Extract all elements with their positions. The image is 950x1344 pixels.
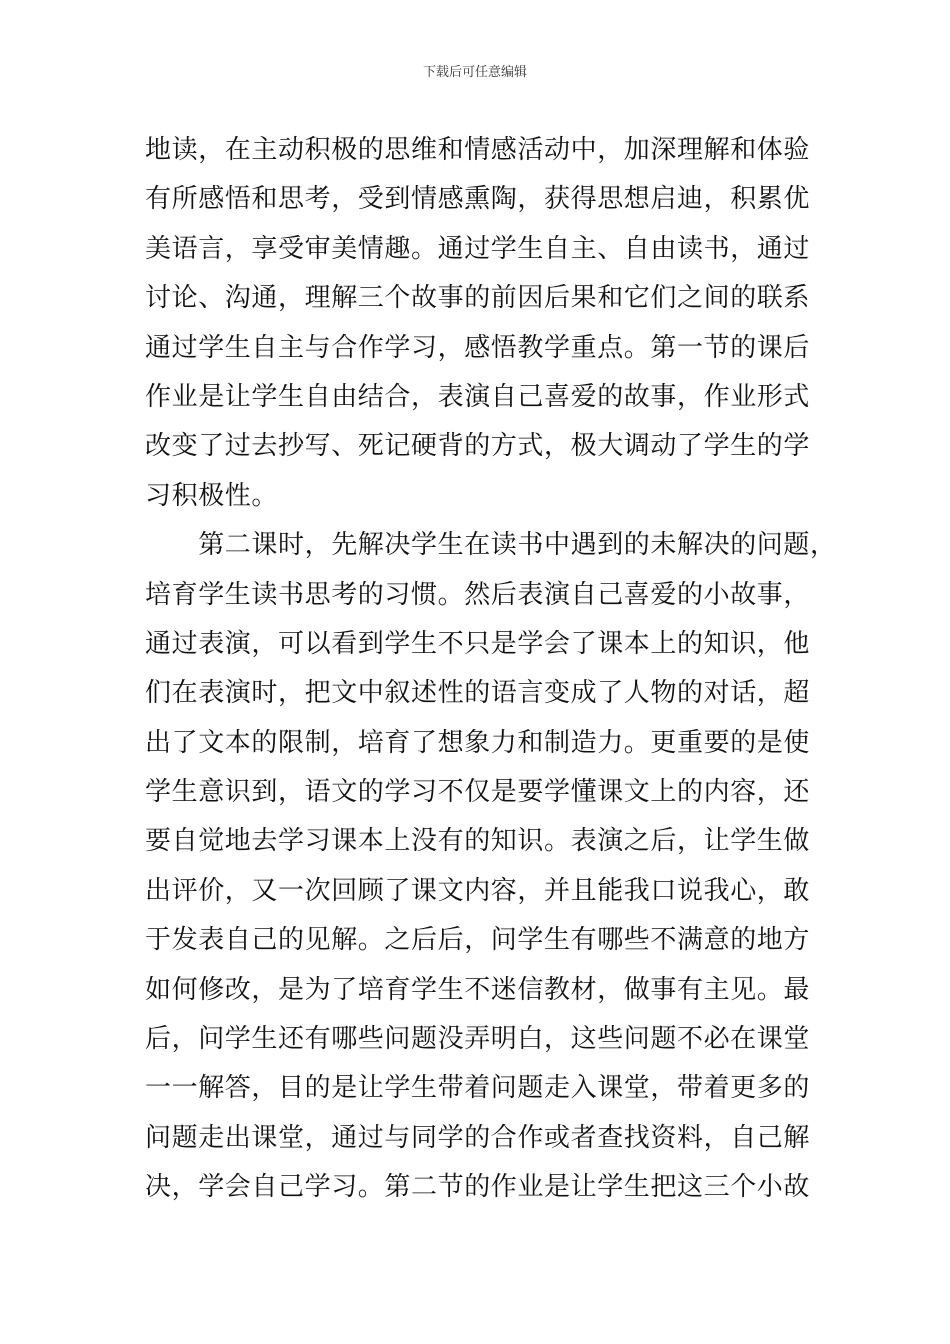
text-line: 学生意识到，语文的学习不仅是要学懂课文上的内容，还 bbox=[145, 777, 811, 808]
text-line: 改变了过去抄写、死记硬背的方式，极大调动了学生的学 bbox=[145, 431, 811, 462]
text-line: 一一解答，目的是让学生带着问题走入课堂，带着更多的 bbox=[145, 1073, 811, 1104]
text-line: 出评价，又一次回顾了课文内容，并且能我口说我心，敢 bbox=[145, 875, 811, 906]
text-line: 问题走出课堂，通过与同学的合作或者查找资料，自己解 bbox=[145, 1122, 811, 1153]
page-header: 下载后可任意编辑 bbox=[422, 65, 527, 80]
text-line: 地读，在主动积极的思维和情感活动中，加深理解和体验 bbox=[145, 135, 811, 165]
text-line: 们在表演时，把文中叙述性的语言变成了人物的对话，超 bbox=[145, 678, 811, 709]
text-line: 讨论、沟通，理解三个故事的前因后果和它们之间的联系 bbox=[145, 283, 811, 314]
text-line: 习积极性。 bbox=[145, 480, 279, 511]
paragraph-2 bbox=[145, 521, 837, 1212]
text-line: 如何修改，是为了培育学生不迷信教材，做事有主见。最 bbox=[145, 974, 811, 1005]
text-line: 要自觉地去学习课本上没有的知识。表演之后，让学生做 bbox=[145, 826, 811, 857]
text-line: 决，学会自己学习。第二节的作业是让学生把这三个小故 bbox=[145, 1172, 811, 1203]
paragraph-1 bbox=[145, 126, 815, 521]
text-line: 美语言，享受审美情趣。通过学生自主、自由读书，通过 bbox=[145, 233, 811, 264]
text-line: 后，问学生还有哪些问题没弄明白，这些问题不必在课堂 bbox=[145, 1024, 811, 1055]
text-line: 出了文本的限制，培育了想象力和制造力。更重要的是使 bbox=[145, 727, 811, 758]
text-line: 于发表自己的见解。之后后，问学生有哪些不满意的地方 bbox=[145, 925, 811, 956]
text-line: 有所感悟和思考，受到情感熏陶，获得思想启迪，积累优 bbox=[145, 184, 811, 215]
text-line: 作业是让学生自由结合，表演自己喜爱的故事，作业形式 bbox=[145, 381, 811, 412]
text-line: 通过学生自主与合作学习，感悟教学重点。第一节的课后 bbox=[145, 332, 811, 363]
text-line: 培育学生读书思考的习惯。然后表演自己喜爱的小故事， bbox=[145, 579, 811, 610]
document-body bbox=[145, 126, 837, 1213]
text-line: 第二课时，先解决学生在读书中遇到的未解决的问题， bbox=[145, 530, 837, 561]
text-line: 通过表演，可以看到学生不只是学会了课本上的知识，他 bbox=[145, 628, 811, 659]
